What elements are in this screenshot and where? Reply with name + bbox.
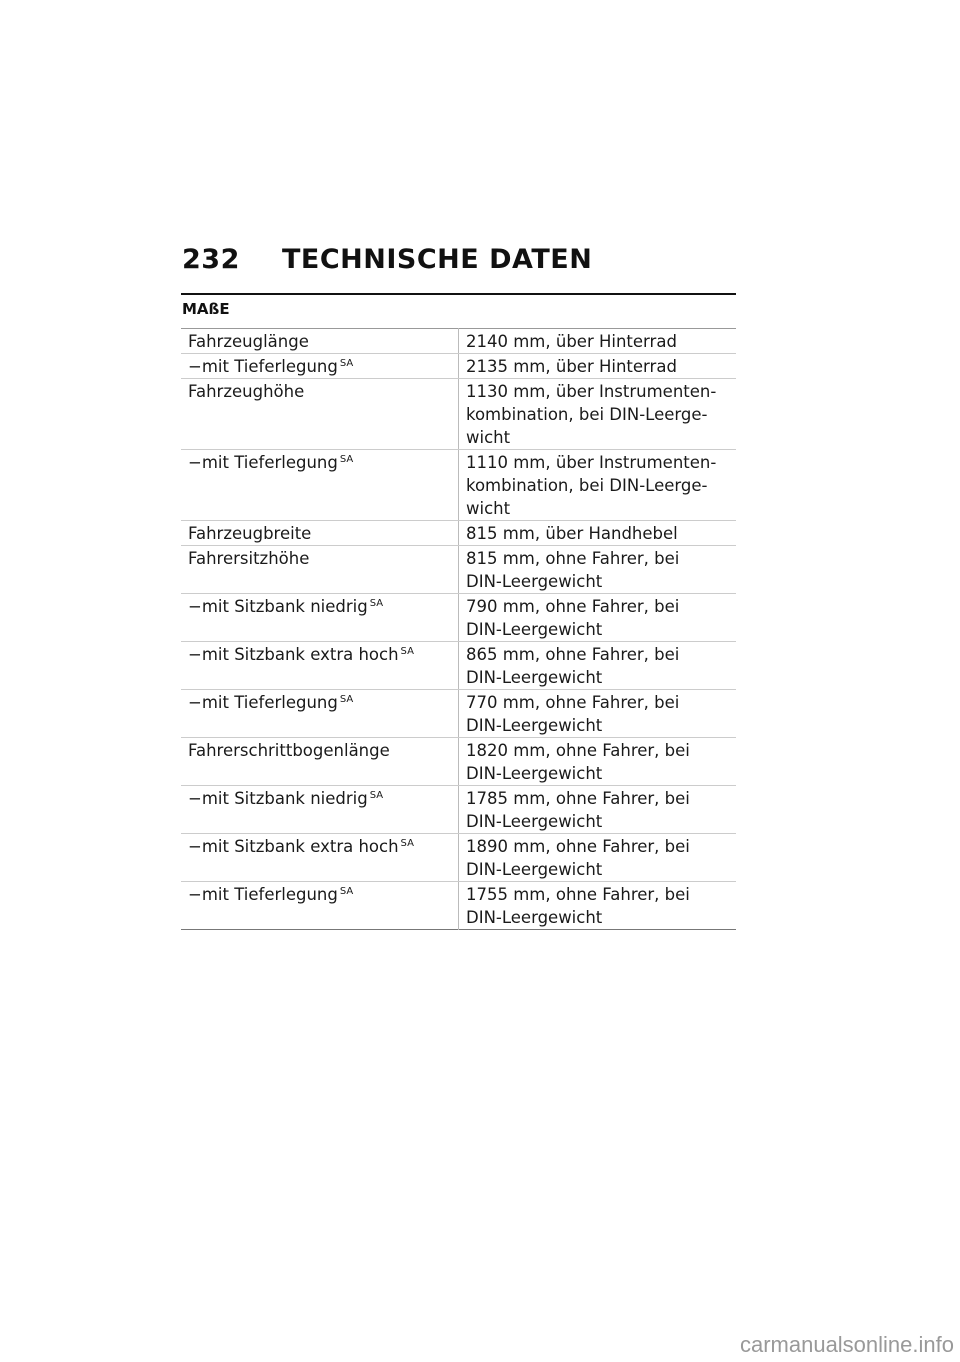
- row-value: 1820 mm, ohne Fahrer, bei DIN-Leergewicht: [459, 738, 737, 786]
- table-row: [181, 450, 736, 521]
- page-header: [182, 244, 592, 275]
- optional-equipment-marker: SA: [400, 646, 414, 657]
- table-row: [181, 521, 736, 546]
- dimensions-table: [181, 328, 736, 930]
- row-value: 815 mm, ohne Fahrer, bei DIN-Leergewicht: [459, 546, 737, 594]
- optional-equipment-marker: SA: [369, 598, 384, 609]
- row-label-cell: [181, 786, 459, 834]
- table-row: [181, 329, 736, 354]
- row-label-cell: [181, 546, 459, 594]
- row-label: Fahrzeuglänge: [188, 332, 309, 351]
- row-label: −mit Tieferlegung: [188, 453, 338, 472]
- row-value: 865 mm, ohne Fahrer, bei DIN-Leergewicht: [459, 642, 737, 690]
- row-label: Fahrzeugbreite: [188, 524, 312, 543]
- optional-equipment-marker: SA: [369, 790, 384, 801]
- row-value: 2140 mm, über Hinterrad: [459, 329, 737, 354]
- row-label: −mit Sitzbank niedrig: [188, 789, 368, 808]
- optional-equipment-marker: SA: [339, 358, 354, 369]
- row-label: −mit Tieferlegung: [188, 885, 338, 904]
- row-value: 790 mm, ohne Fahrer, bei DIN-Leergewicht: [459, 594, 737, 642]
- row-value: 1890 mm, ohne Fahrer, bei DIN-Leergewicht: [459, 834, 737, 882]
- row-value: 2135 mm, über Hinterrad: [459, 354, 737, 379]
- optional-equipment-marker: SA: [400, 838, 414, 849]
- row-label: −mit Sitzbank extra hoch: [188, 837, 399, 856]
- table-row: [181, 690, 736, 738]
- row-label-cell: [181, 642, 459, 690]
- row-label: −mit Sitzbank extra hoch: [188, 645, 399, 664]
- optional-equipment-marker: SA: [339, 886, 354, 897]
- table-row: [181, 546, 736, 594]
- row-label: −mit Sitzbank niedrig: [188, 597, 368, 616]
- row-label-cell: [181, 379, 459, 450]
- table-row: [181, 786, 736, 834]
- chapter-title: TECHNISCHE DATEN: [282, 244, 593, 275]
- row-label: −mit Tieferlegung: [188, 693, 338, 712]
- row-label-cell: [181, 834, 459, 882]
- row-label: Fahrzeughöhe: [188, 382, 305, 401]
- row-label-cell: [181, 594, 459, 642]
- row-label-cell: [181, 329, 459, 354]
- row-value: 1110 mm, über Instrumenten- kombination, bei DIN-Leerge- wicht: [459, 450, 737, 521]
- section-title: MAßE: [182, 300, 230, 318]
- table-row: [181, 594, 736, 642]
- row-value: 1755 mm, ohne Fahrer, bei DIN-Leergewicht: [466, 885, 690, 927]
- row-value: 770 mm, ohne Fahrer, bei DIN-Leergewicht: [459, 690, 737, 738]
- table-row: [181, 642, 736, 690]
- row-label: Fahrerschrittbogenlänge: [188, 741, 390, 760]
- row-label-cell: [181, 882, 459, 930]
- row-label-cell: [181, 450, 459, 521]
- row-label-cell: [181, 354, 459, 379]
- table-row: [181, 354, 736, 379]
- row-value: 815 mm, über Handhebel: [459, 521, 737, 546]
- table-row: [181, 738, 736, 786]
- page-number: 232: [182, 244, 240, 275]
- row-label-cell: [181, 521, 459, 546]
- watermark: carmanualsonline.info: [739, 1332, 954, 1357]
- table-row: [181, 834, 736, 882]
- optional-equipment-marker: SA: [339, 454, 354, 465]
- row-label: Fahrersitzhöhe: [188, 549, 310, 568]
- row-label-cell: [181, 690, 459, 738]
- row-value: 1130 mm, über Instrumenten- kombination, bei DIN-Leerge- wicht: [459, 379, 737, 450]
- optional-equipment-marker: SA: [339, 694, 354, 705]
- table-row: [181, 379, 736, 450]
- table-row: [181, 882, 736, 930]
- row-label-cell: [181, 738, 459, 786]
- row-label: −mit Tieferlegung: [188, 357, 338, 376]
- row-value: 1785 mm, ohne Fahrer, bei DIN-Leergewicht: [459, 786, 737, 834]
- header-rule: [181, 293, 736, 295]
